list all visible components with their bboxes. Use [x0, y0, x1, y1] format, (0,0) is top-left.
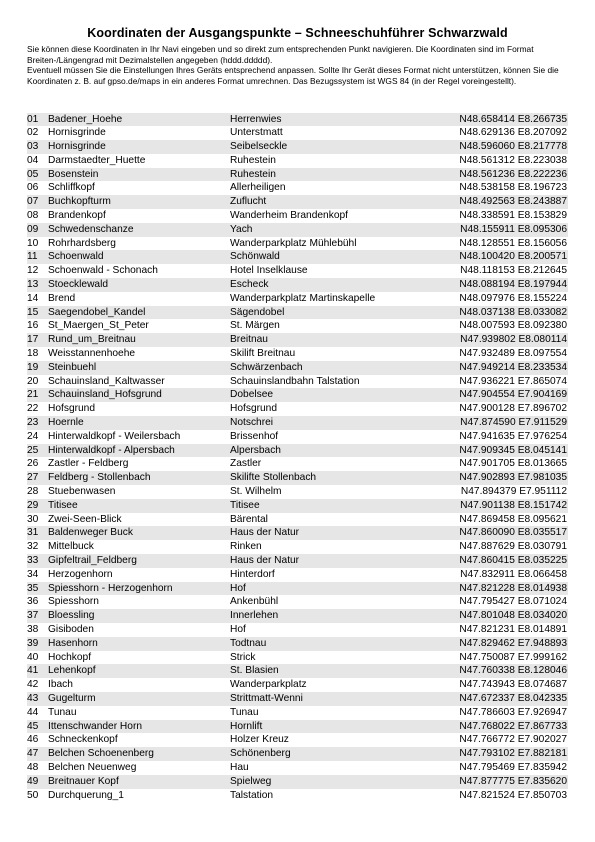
start-location: Ruhestein — [230, 168, 276, 180]
row-number: 25 — [27, 444, 39, 456]
start-point-name: Schoenwald — [48, 251, 104, 263]
intro-text — [27, 44, 572, 86]
table-row — [27, 388, 568, 402]
start-location: Dobelsee — [230, 389, 274, 401]
row-number: 05 — [27, 168, 39, 180]
start-location: Talstation — [230, 789, 274, 801]
table-row — [27, 113, 568, 127]
start-location: Zuflucht — [230, 196, 267, 208]
table-row — [27, 457, 568, 471]
start-point-name: Gipfeltrail_Feldberg — [48, 555, 137, 566]
row-number: 10 — [27, 237, 39, 249]
start-location: Tunau — [230, 706, 259, 718]
table-row — [27, 264, 568, 278]
coordinates: N47.672337 E8.042335 — [459, 692, 567, 704]
table-row — [27, 347, 568, 361]
coordinates: N47.793102 E7.882181 — [459, 748, 567, 760]
table-row — [27, 747, 568, 761]
coordinates: N47.860090 E8.035517 — [459, 527, 567, 539]
coordinates: N47.821231 E8.014891 — [459, 623, 567, 635]
coordinates: N47.901138 E8.151742 — [460, 499, 567, 511]
row-number: 02 — [27, 127, 39, 139]
row-number: 30 — [27, 513, 39, 525]
page-title: Koordinaten der Ausgangspunkte – Schneeschuhführer Schwarzwald — [87, 26, 508, 40]
start-location: St. Wilhelm — [230, 486, 282, 498]
table-row — [27, 209, 568, 223]
table-row — [27, 292, 568, 306]
row-number: 14 — [27, 292, 39, 304]
start-point-name: Rohrhardsberg — [48, 237, 116, 249]
start-point-name: Stoecklewald — [48, 279, 109, 291]
row-number: 19 — [27, 361, 39, 373]
start-location: Wanderheim Brandenkopf — [230, 210, 348, 222]
table-row — [27, 319, 568, 333]
row-number: 32 — [27, 541, 39, 553]
start-location: Alpersbach — [230, 444, 281, 456]
start-point-name: Schauinsland_Kaltwasser — [48, 375, 165, 387]
row-number: 48 — [27, 761, 39, 773]
coordinates: N48.037138 E8.033082 — [459, 306, 567, 318]
start-location: Seibelseckle — [230, 141, 288, 153]
table-row — [27, 651, 568, 665]
coordinates-table — [27, 113, 568, 803]
start-point-name: Schauinsland_Hofsgrund — [48, 389, 162, 401]
coordinates: N48.338591 E8.153829 — [459, 210, 567, 222]
coordinates: N47.821228 E8.014938 — [459, 582, 567, 594]
table-row — [27, 181, 568, 195]
start-point-name: Buchkopfturm — [48, 196, 111, 208]
table-row — [27, 278, 568, 292]
coordinates: N48.088194 E8.197944 — [459, 279, 567, 291]
table-row — [27, 540, 568, 554]
start-location: Schönenberg — [230, 748, 291, 760]
table-row — [27, 430, 568, 444]
start-point-name: Schliffkopf — [48, 182, 95, 194]
intro-paragraph: Eventuell müssen Sie die Einstellungen Ihres Geräts entsprechend anpassen. Sollte Ihr Gerät dieses Format nicht unterstützen, können Sie die Koordinaten z. B. auf gpso.de/maps in ein anderes Format umrechnen. Das Bezugssystem ist WGS 84 (in der Regel voreingestellt). — [27, 65, 559, 86]
row-number: 27 — [27, 472, 39, 484]
row-number: 37 — [27, 610, 39, 622]
start-location: Haus der Natur — [230, 555, 300, 566]
start-point-name: Hinterwaldkopf - Weilersbach — [48, 430, 181, 442]
row-number: 50 — [27, 789, 39, 801]
table-row — [27, 223, 568, 237]
coordinates: N47.821524 E7.850703 — [459, 789, 567, 801]
coordinates: N47.829462 E7.948893 — [459, 637, 567, 649]
table-row — [27, 526, 568, 540]
coordinates: N47.877775 E7.835620 — [459, 775, 567, 787]
start-location: Breitnau — [230, 334, 268, 346]
row-number: 31 — [27, 527, 39, 539]
coordinates: N48.596060 E8.217778 — [459, 141, 567, 153]
coordinates: N48.155911 E8.095306 — [460, 223, 567, 235]
row-number: 49 — [27, 775, 39, 787]
coordinates: N47.768022 E7.867733 — [459, 720, 567, 732]
start-point-name: St_Maergen_St_Peter — [48, 320, 149, 332]
table-row — [27, 237, 568, 251]
start-point-name: Bloessling — [48, 610, 95, 622]
start-location: Titisee — [230, 499, 260, 511]
start-location: Hau — [230, 761, 249, 773]
table-row — [27, 333, 568, 347]
table-row — [27, 250, 568, 264]
row-number: 12 — [27, 265, 39, 277]
start-location: Strittmatt-Wenni — [230, 692, 303, 704]
start-point-name: Steinbuehl — [48, 361, 97, 373]
start-location: Schwärzenbach — [230, 361, 303, 373]
table-row — [27, 720, 568, 734]
row-number: 01 — [27, 113, 39, 125]
start-point-name: Bosenstein — [48, 168, 99, 180]
start-location: Schönwald — [230, 251, 280, 263]
start-point-name: Weisstannenhoehe — [48, 348, 136, 360]
coordinates: N47.932489 E8.097554 — [459, 348, 567, 360]
row-number: 04 — [27, 154, 39, 166]
start-point-name: Darmstaedter_Huette — [48, 154, 146, 166]
start-point-name: Schneckenkopf — [48, 734, 118, 746]
table-row — [27, 306, 568, 320]
row-number: 13 — [27, 279, 39, 291]
row-number: 35 — [27, 582, 39, 594]
coordinates: N48.629136 E8.207092 — [459, 127, 567, 139]
start-location: Skilift Breitnau — [230, 348, 296, 360]
start-location: Todtnau — [230, 637, 267, 649]
coordinates: N47.939802 E8.080114 — [460, 334, 567, 346]
coordinates: N48.492563 E8.243887 — [459, 196, 567, 208]
start-point-name: Schwedenschanze — [48, 223, 134, 235]
start-location: Allerheiligen — [230, 182, 286, 194]
row-number: 47 — [27, 748, 39, 760]
start-point-name: Breitnauer Kopf — [48, 775, 119, 787]
table-row — [27, 499, 568, 513]
start-location: Sägendobel — [230, 306, 285, 318]
start-point-name: Saegendobel_Kandel — [48, 306, 146, 318]
table-row — [27, 554, 568, 568]
start-location: Zastler — [230, 458, 262, 470]
row-number: 22 — [27, 403, 39, 415]
start-point-name: Lehenkopf — [48, 665, 96, 677]
start-point-name: Baldenweger Buck — [48, 527, 133, 539]
start-point-name: Belchen Schoenenberg — [48, 748, 154, 760]
start-location: Hotel Inselklause — [230, 265, 308, 277]
coordinates: N48.561236 E8.222236 — [459, 168, 567, 180]
start-location: Unterstmatt — [230, 127, 283, 139]
coordinates: N47.750087 E7.999162 — [459, 651, 567, 663]
table-row — [27, 664, 568, 678]
table-row — [27, 761, 568, 775]
row-number: 21 — [27, 389, 39, 401]
start-location: Brissenhof — [230, 430, 279, 442]
row-number: 44 — [27, 706, 39, 718]
start-point-name: Zastler - Feldberg — [48, 458, 129, 470]
start-location: St. Blasien — [230, 665, 279, 677]
table-row — [27, 595, 568, 609]
start-location: Hof — [230, 582, 246, 594]
start-location: Innerlehen — [230, 610, 279, 622]
start-location: Yach — [230, 223, 253, 235]
coordinates: N47.766772 E7.902027 — [459, 734, 567, 746]
table-row — [27, 692, 568, 706]
row-number: 36 — [27, 596, 39, 608]
start-location: Skilifte Stollenbach — [230, 472, 317, 484]
row-number: 41 — [27, 665, 39, 677]
row-number: 43 — [27, 692, 39, 704]
start-point-name: Stuebenwasen — [48, 486, 116, 498]
coordinates: N48.561312 E8.223038 — [459, 154, 567, 166]
table-row — [27, 733, 568, 747]
row-number: 07 — [27, 196, 39, 208]
row-number: 33 — [27, 555, 39, 566]
start-point-name: Hornisgrinde — [48, 127, 106, 139]
table-row — [27, 154, 568, 168]
coordinates: N47.832911 E8.066458 — [460, 568, 567, 580]
coordinates: N47.902893 E7.981035 — [459, 472, 567, 484]
start-location: Hinterdorf — [230, 568, 275, 580]
row-number: 40 — [27, 651, 39, 663]
row-number: 26 — [27, 458, 39, 470]
row-number: 15 — [27, 306, 39, 318]
coordinates: N48.658414 E8.266735 — [459, 113, 567, 125]
start-location: Schauinslandbahn Talstation — [230, 375, 360, 387]
start-point-name: Badener_Hoehe — [48, 113, 123, 125]
start-location: Rinken — [230, 541, 262, 553]
coordinates: N47.795427 E8.071024 — [459, 596, 567, 608]
table-row — [27, 375, 568, 389]
start-location: Ruhestein — [230, 154, 276, 166]
table-row — [27, 582, 568, 596]
row-number: 18 — [27, 348, 39, 360]
table-row — [27, 168, 568, 182]
start-point-name: Mittelbuck — [48, 541, 94, 553]
coordinates: N47.869458 E8.095621 — [459, 513, 567, 525]
start-point-name: Hoernle — [48, 417, 84, 429]
row-number: 08 — [27, 210, 39, 222]
table-row — [27, 678, 568, 692]
start-location: Bärental — [230, 513, 268, 525]
start-location: Wanderparkplatz Martinskapelle — [230, 292, 376, 304]
start-point-name: Rund_um_Breitnau — [48, 334, 136, 346]
coordinates: N47.901705 E8.013665 — [459, 458, 567, 470]
start-point-name: Zwei-Seen-Blick — [48, 513, 122, 525]
start-point-name: Gugelturm — [48, 692, 96, 704]
table-row — [27, 609, 568, 623]
coordinates: N47.887629 E8.030791 — [459, 541, 567, 553]
table-row — [27, 471, 568, 485]
start-point-name: Brandenkopf — [48, 210, 106, 222]
row-number: 17 — [27, 334, 39, 346]
start-location: Herrenwies — [230, 113, 282, 125]
row-number: 16 — [27, 320, 39, 332]
coordinates: N47.941635 E7.976254 — [459, 430, 567, 442]
table-row — [27, 402, 568, 416]
table-row — [27, 126, 568, 140]
start-location: Hofsgrund — [230, 403, 278, 415]
row-number: 24 — [27, 430, 39, 442]
coordinates: N48.100420 E8.200571 — [459, 251, 567, 263]
table-row — [27, 195, 568, 209]
coordinates: N48.118153 E8.212645 — [460, 265, 567, 277]
coordinates: N47.894379 E7.951112 — [460, 486, 567, 498]
start-point-name: Gisiboden — [48, 623, 94, 635]
coordinates: N47.860415 E8.035225 — [459, 555, 567, 566]
start-point-name: Hornisgrinde — [48, 141, 106, 153]
table-row — [27, 416, 568, 430]
row-number: 46 — [27, 734, 39, 746]
row-number: 06 — [27, 182, 39, 194]
start-point-name: Durchquerung_1 — [48, 789, 124, 801]
row-number: 29 — [27, 499, 39, 511]
coordinates: N47.795469 E7.835942 — [459, 761, 567, 773]
row-number: 45 — [27, 720, 39, 732]
start-point-name: Herzogenhorn — [48, 568, 113, 580]
start-point-name: Hinterwaldkopf - Alpersbach — [48, 444, 175, 456]
row-number: 42 — [27, 679, 39, 691]
row-number: 23 — [27, 417, 39, 429]
coordinates: N47.909345 E8.045141 — [459, 444, 567, 456]
row-number: 20 — [27, 375, 39, 387]
row-number: 11 — [27, 251, 38, 263]
table-row — [27, 513, 568, 527]
start-location: Notschrei — [230, 417, 274, 429]
table-row — [27, 568, 568, 582]
start-point-name: Ibach — [48, 679, 73, 691]
coordinates: N48.097976 E8.155224 — [459, 292, 567, 304]
start-location: Ankenbühl — [230, 596, 279, 608]
start-point-name: Titisee — [48, 499, 78, 511]
start-point-name: Hofsgrund — [48, 403, 96, 415]
coordinates: N47.743943 E8.074687 — [459, 679, 567, 691]
coordinates: N47.900128 E7.896702 — [459, 403, 567, 415]
start-location: Haus der Natur — [230, 527, 300, 539]
coordinates: N47.801048 E8.034020 — [459, 610, 567, 622]
start-location: Holzer Kreuz — [230, 734, 289, 746]
row-number: 03 — [27, 141, 39, 153]
table-row — [27, 444, 568, 458]
start-point-name: Brend — [48, 292, 76, 304]
start-location: Wanderparkplatz — [230, 679, 307, 691]
coordinates: N48.007593 E8.092380 — [459, 320, 567, 332]
start-point-name: Hochkopf — [48, 651, 92, 663]
start-point-name: Spiesshorn — [48, 596, 99, 608]
start-location: St. Märgen — [230, 320, 280, 332]
table-row — [27, 140, 568, 154]
row-number: 34 — [27, 568, 39, 580]
coordinates: N47.760338 E8.128046 — [459, 665, 567, 677]
start-point-name: Hasenhorn — [48, 637, 98, 649]
coordinates: N48.538158 E8.196723 — [459, 182, 567, 194]
row-number: 09 — [27, 223, 39, 235]
start-point-name: Spiesshorn - Herzogenhorn — [48, 582, 173, 594]
start-location: Spielweg — [230, 775, 272, 787]
table-row — [27, 485, 568, 499]
table-row — [27, 706, 568, 720]
coordinates: N47.904554 E7.904169 — [459, 389, 567, 401]
coordinates: N48.128551 E8.156056 — [459, 237, 567, 249]
start-location: Wanderparkplatz Mühlebühl — [230, 237, 357, 249]
coordinates: N47.786603 E7.926947 — [459, 706, 567, 718]
coordinates: N47.949214 E8.233534 — [459, 361, 567, 373]
start-location: Strick — [230, 651, 256, 663]
row-number: 39 — [27, 637, 39, 649]
start-point-name: Belchen Neuenweg — [48, 761, 137, 773]
start-point-name: Feldberg - Stollenbach — [48, 472, 151, 484]
table-row — [27, 637, 568, 651]
table-row — [27, 623, 568, 637]
table-row — [27, 361, 568, 375]
start-point-name: Ittenschwander Horn — [48, 720, 143, 732]
start-location: Hornlift — [230, 720, 263, 732]
start-point-name: Tunau — [48, 706, 77, 718]
table-row — [27, 775, 568, 789]
coordinates: N47.936221 E7.865074 — [459, 375, 567, 387]
start-location: Hof — [230, 623, 246, 635]
coordinates: N47.874590 E7.911529 — [460, 417, 567, 429]
row-number: 28 — [27, 486, 39, 498]
intro-paragraph: Sie können diese Koordinaten in Ihr Navi eingeben und so direkt zum entsprechenden Punkt navigieren. Die Koordinaten sind im Format Breiten-/Längengrad mit Dezimalstellen angegeben (hddd.ddddd). — [27, 44, 534, 65]
start-location: Escheck — [230, 279, 269, 291]
start-point-name: Schoenwald - Schonach — [48, 265, 158, 277]
table-row — [27, 789, 568, 803]
row-number: 38 — [27, 623, 39, 635]
